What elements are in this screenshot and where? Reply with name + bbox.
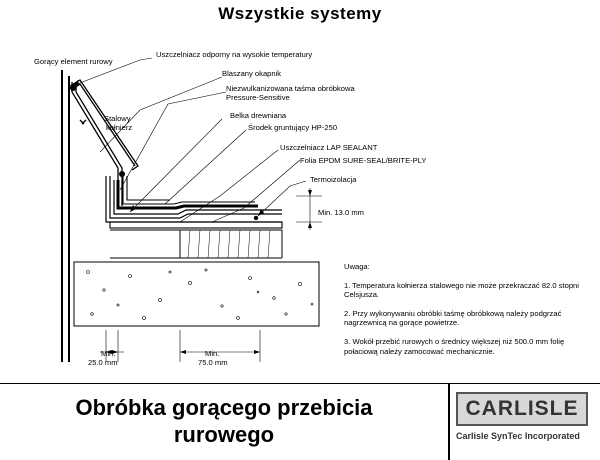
label-insulation: Termoizolacja	[310, 175, 357, 184]
label-steel-collar-line2: kołnierz	[106, 123, 133, 132]
footer-title-line1: Obróbka gorącego przebicia	[75, 395, 373, 420]
label-lap-sealant: Uszczelniacz LAP SEALANT	[280, 143, 378, 152]
notes	[344, 262, 584, 365]
logo-word: CARLISLE	[465, 397, 579, 420]
label-epdm-membrane: Folia EPDM SURE-SEAL/BRITE-PLY	[300, 156, 427, 165]
roof-deck	[110, 230, 282, 258]
label-high-temp-sealant: Uszczelniacz odporny na wysokie temperatury	[156, 50, 313, 59]
label-sheet-metal-flashing: Blaszany okapnik	[222, 69, 282, 78]
label-dim-75-line2: 75.0 mm	[198, 358, 228, 367]
label-dim-75-line1: Min.	[205, 349, 220, 358]
logo-subtitle: Carlisle SynTec Incorporated	[456, 431, 580, 441]
logo-box	[456, 392, 588, 426]
note-item: 2. Przy wykonywaniu obróbki taśmę obróbkową należy podgrzać nagrzewnicą na gorące powietrze.	[344, 308, 562, 328]
label-wood-nailer: Belka drewniana	[230, 111, 287, 120]
page-title: Wszystkie systemy	[218, 4, 382, 23]
hot-pipe	[62, 70, 69, 362]
carlisle-logo	[456, 392, 594, 454]
label-dim-25-line2: 25.0 mm	[88, 358, 118, 367]
concrete-deck	[74, 262, 319, 326]
label-steel-collar-line1: Stalowy	[104, 114, 131, 123]
note-item: 3. Wokół przebić rurowych o średnicy większej niż 500.0 mm folię połaciową należy zamocować mechanicznie.	[344, 336, 565, 356]
wood-nailer	[110, 222, 282, 228]
label-tape-line1: Niezwulkanizowana taśma obróbkowa	[226, 84, 355, 93]
footer-title	[0, 394, 448, 448]
footer-divider	[448, 384, 450, 460]
note-item: 1. Temperatura kołnierza stalowego nie może przekraczać 82.0 stopni Celsjusza.	[344, 280, 579, 300]
concrete-aggregate	[87, 269, 314, 320]
membrane-layers	[106, 176, 282, 222]
footer-title-line2: rurowego	[173, 422, 275, 447]
footer	[0, 383, 600, 460]
label-dim-13: Min. 13.0 mm	[318, 208, 364, 217]
notes-heading: Uwaga:	[344, 262, 370, 271]
label-dim-25-line1: Min.	[101, 349, 116, 358]
label-hot-pipe: Gorący element rurowy	[34, 57, 113, 66]
leader-lines	[72, 58, 306, 222]
label-tape-line2: Pressure-Sensitive	[226, 93, 290, 102]
insulation-hatch	[188, 230, 270, 258]
label-primer: Środek gruntujący HP-250	[248, 123, 338, 132]
